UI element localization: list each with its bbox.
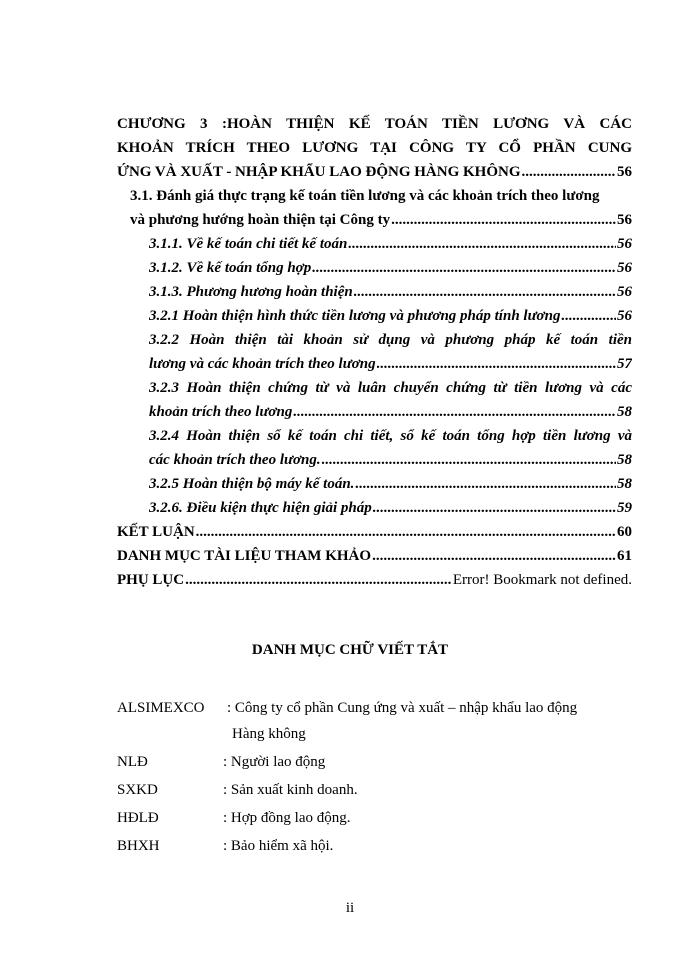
abbr-row-continued xyxy=(232,722,306,746)
abbreviations-title: DANH MỤC CHỮ VIẾT TẮT xyxy=(251,642,449,658)
toc-page: 58 xyxy=(617,476,632,492)
toc-text: 3.1.1. Về kế toán chi tiết kế toán xyxy=(149,236,348,252)
abbr-value: : Người lao động xyxy=(223,754,326,770)
toc-text: 3.2.5 Hoàn thiện bộ máy kế toán. xyxy=(149,476,355,492)
page-number: ii xyxy=(345,900,355,916)
abbr-value: Hàng không xyxy=(232,726,306,742)
toc-page: 56 xyxy=(617,164,632,180)
toc-phuluc[interactable] xyxy=(117,568,632,592)
toc-leader xyxy=(196,520,616,544)
toc-s323-line1[interactable] xyxy=(149,376,632,400)
toc-text: DANH MỤC TÀI LIỆU THAM KHẢO xyxy=(117,548,372,564)
abbr-key: ALSIMEXCO xyxy=(117,700,205,716)
toc-s31-line1[interactable] xyxy=(130,184,632,208)
toc-s325[interactable] xyxy=(149,472,632,496)
toc-page: 61 xyxy=(617,548,632,564)
toc-page: 56 xyxy=(617,212,632,228)
toc-leader xyxy=(561,304,616,328)
abbr-row xyxy=(117,750,325,774)
abbr-value: : Sản xuất kinh doanh. xyxy=(223,782,358,798)
abbr-key: BHXH xyxy=(117,838,160,854)
toc-leader xyxy=(377,352,616,376)
abbr-value: : Hợp đồng lao động. xyxy=(223,810,351,826)
toc-chapter3-line1[interactable] xyxy=(117,112,632,136)
abbr-row xyxy=(117,696,577,720)
toc-s312[interactable] xyxy=(149,256,632,280)
toc-page: 56 xyxy=(617,308,632,324)
abbr-value: : Công ty cổ phần Cung ứng và xuất – nhập khẩu lao động xyxy=(227,700,578,716)
toc-page: 56 xyxy=(617,260,632,276)
abbr-value: : Bảo hiểm xã hội. xyxy=(223,838,334,854)
toc-s321[interactable] xyxy=(149,304,632,328)
toc-leader xyxy=(354,280,616,304)
toc-text: khoản trích theo lương xyxy=(149,404,293,420)
toc-page: Error! Bookmark not defined. xyxy=(452,572,632,588)
toc-text: KHOẢN TRÍCH THEO LƯƠNG TẠI CÔNG TY CỔ PHẦN CUNG xyxy=(117,140,632,156)
toc-s313[interactable] xyxy=(149,280,632,304)
abbr-key: SXKD xyxy=(117,782,158,798)
toc-leader xyxy=(391,208,616,232)
toc-chapter3-line2[interactable] xyxy=(117,136,632,160)
toc-s311[interactable] xyxy=(149,232,632,256)
toc-page: 58 xyxy=(617,404,632,420)
toc-s322-line1[interactable] xyxy=(149,328,632,352)
toc-s324-line2[interactable] xyxy=(149,448,632,472)
toc-s323-line2[interactable] xyxy=(149,400,632,424)
toc-page: 56 xyxy=(617,236,632,252)
toc-ketluan[interactable] xyxy=(117,520,632,544)
toc-page: 58 xyxy=(617,452,632,468)
toc-s326[interactable] xyxy=(149,496,632,520)
toc-leader xyxy=(312,256,616,280)
toc-leader xyxy=(322,448,616,472)
toc-page: 59 xyxy=(617,500,632,516)
toc-text: 3.2.2 Hoàn thiện tài khoản sử dụng và phương pháp kế toán tiền xyxy=(149,332,632,348)
toc-leader xyxy=(373,496,616,520)
toc-text: 3.2.4 Hoàn thiện sổ kế toán chi tiết, sổ kế toán tổng hợp tiền lương và xyxy=(149,428,632,444)
toc-s31-line2[interactable] xyxy=(130,208,632,232)
abbr-row xyxy=(117,806,351,830)
toc-leader xyxy=(355,472,616,496)
toc-text: KẾT LUẬN xyxy=(117,524,195,540)
abbr-key: HĐLĐ xyxy=(117,810,159,826)
toc-leader xyxy=(521,160,616,184)
toc-page: 60 xyxy=(617,524,632,540)
toc-leader xyxy=(293,400,616,424)
toc-text: 3.1. Đánh giá thực trạng kế toán tiền lương và các khoản trích theo lương xyxy=(130,188,600,204)
toc-chapter3-line3[interactable] xyxy=(117,160,632,184)
toc-text: 3.1.3. Phương hương hoàn thiện xyxy=(149,284,353,300)
toc-danhmuc[interactable] xyxy=(117,544,632,568)
toc-page: 56 xyxy=(617,284,632,300)
toc-s324-line1[interactable] xyxy=(149,424,632,448)
toc-text: 3.1.2. Về kế toán tổng hợp xyxy=(149,260,312,276)
toc-text: CHƯƠNG 3 :HOÀN THIỆN KẾ TOÁN TIỀN LƯƠNG VÀ CÁC xyxy=(117,116,632,132)
toc-leader xyxy=(185,568,452,592)
abbr-row xyxy=(117,834,333,858)
toc-page: 57 xyxy=(617,356,632,372)
toc-s322-line2[interactable] xyxy=(149,352,632,376)
toc-leader xyxy=(348,232,616,256)
abbr-row xyxy=(117,778,358,802)
toc-text: 3.2.1 Hoàn thiện hình thức tiền lương và phương pháp tính lương xyxy=(149,308,561,324)
toc-leader xyxy=(372,544,616,568)
toc-text: PHỤ LỤC xyxy=(117,572,185,588)
abbr-key: NLĐ xyxy=(117,754,148,770)
toc-text: các khoản trích theo lương. xyxy=(149,452,321,468)
toc-text: 3.2.6. Điều kiện thực hiện giải pháp xyxy=(149,500,372,516)
toc-text: và phương hướng hoàn thiện tại Công ty xyxy=(130,212,391,228)
toc-text: 3.2.3 Hoàn thiện chứng từ và luân chuyển chứng từ tiền lương và các xyxy=(149,380,632,396)
toc-text: ỨNG VÀ XUẤT - NHẬP KHẨU LAO ĐỘNG HÀNG KHÔNG xyxy=(117,164,521,180)
toc-text: lương và các khoản trích theo lương xyxy=(149,356,376,372)
